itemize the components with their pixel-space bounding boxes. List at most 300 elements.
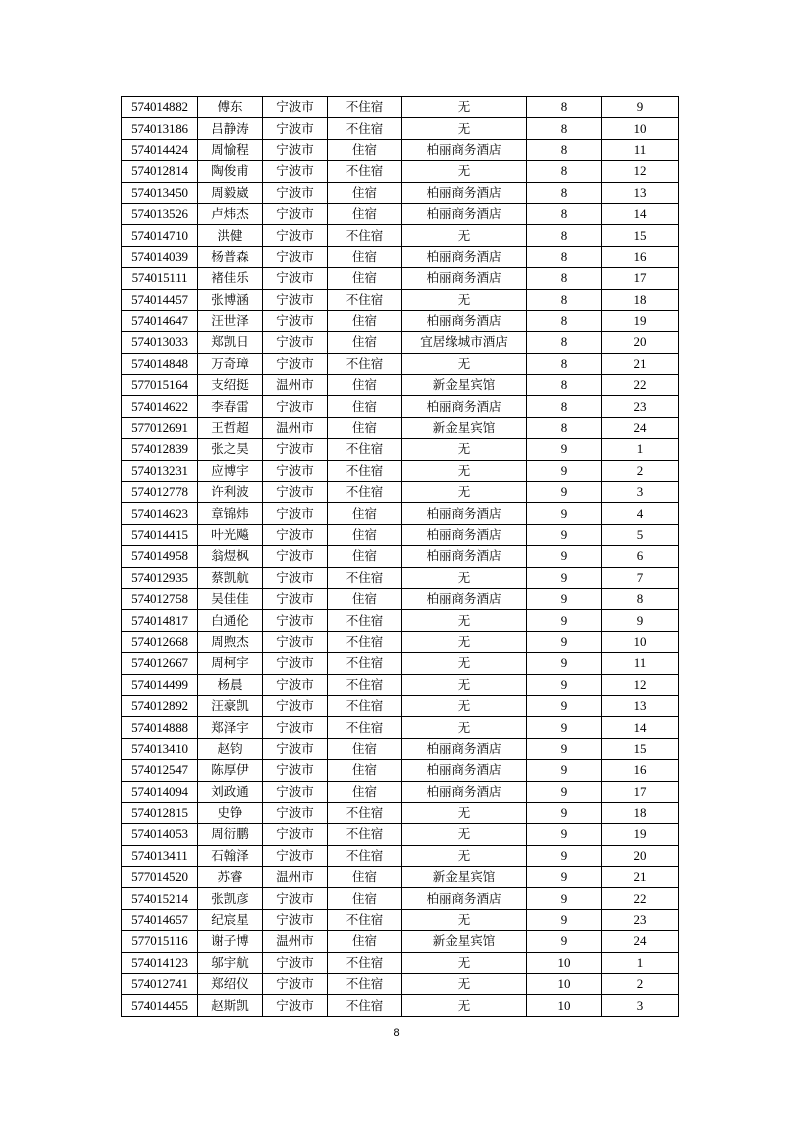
city-cell: 温州市 — [263, 867, 328, 888]
hotel-cell: 无 — [402, 845, 527, 866]
hotel-cell: 无 — [402, 567, 527, 588]
table-row — [122, 118, 679, 139]
hotel-cell: 新金星宾馆 — [402, 417, 527, 438]
group-cell: 9 — [527, 588, 602, 609]
city-cell: 宁波市 — [263, 824, 328, 845]
table-row — [122, 867, 679, 888]
group-cell: 8 — [527, 97, 602, 118]
city-cell: 宁波市 — [263, 268, 328, 289]
exam-id-cell: 574012741 — [122, 974, 198, 995]
group-cell: 8 — [527, 139, 602, 160]
hotel-cell: 无 — [402, 802, 527, 823]
city-cell: 宁波市 — [263, 674, 328, 695]
seat-cell: 7 — [602, 567, 679, 588]
city-cell: 宁波市 — [263, 396, 328, 417]
exam-id-cell: 574014622 — [122, 396, 198, 417]
lodging-cell: 住宿 — [328, 588, 402, 609]
name-cell: 赵斯凯 — [198, 995, 263, 1016]
exam-id-cell: 574014817 — [122, 610, 198, 631]
lodging-cell: 不住宿 — [328, 631, 402, 652]
exam-id-cell: 574015111 — [122, 268, 198, 289]
seat-cell: 9 — [602, 610, 679, 631]
hotel-cell: 无 — [402, 482, 527, 503]
hotel-cell: 无 — [402, 460, 527, 481]
seat-cell: 18 — [602, 802, 679, 823]
name-cell: 周煦杰 — [198, 631, 263, 652]
exam-id-cell: 574014888 — [122, 717, 198, 738]
name-cell: 汪世泽 — [198, 310, 263, 331]
exam-id-cell: 574014882 — [122, 97, 198, 118]
hotel-cell: 柏丽商务酒店 — [402, 203, 527, 224]
lodging-cell: 不住宿 — [328, 952, 402, 973]
table-row — [122, 161, 679, 182]
exam-id-cell: 574014647 — [122, 310, 198, 331]
exam-id-cell: 577015164 — [122, 375, 198, 396]
city-cell: 宁波市 — [263, 588, 328, 609]
seat-cell: 13 — [602, 695, 679, 716]
table-row — [122, 246, 679, 267]
hotel-cell: 柏丽商务酒店 — [402, 182, 527, 203]
name-cell: 纪宸星 — [198, 909, 263, 930]
name-cell: 王哲超 — [198, 417, 263, 438]
exam-id-cell: 574014455 — [122, 995, 198, 1016]
seat-cell: 11 — [602, 653, 679, 674]
name-cell: 陶俊甫 — [198, 161, 263, 182]
seat-cell: 8 — [602, 588, 679, 609]
seat-cell: 2 — [602, 974, 679, 995]
lodging-cell: 住宿 — [328, 546, 402, 567]
seat-cell: 13 — [602, 182, 679, 203]
group-cell: 9 — [527, 824, 602, 845]
group-cell: 9 — [527, 439, 602, 460]
seat-cell: 24 — [602, 931, 679, 952]
table-row — [122, 588, 679, 609]
table-row — [122, 631, 679, 652]
table-row — [122, 310, 679, 331]
table-row — [122, 888, 679, 909]
table-row — [122, 931, 679, 952]
name-cell: 吕静涛 — [198, 118, 263, 139]
hotel-cell: 无 — [402, 974, 527, 995]
city-cell: 宁波市 — [263, 203, 328, 224]
hotel-cell: 柏丽商务酒店 — [402, 268, 527, 289]
hotel-cell: 柏丽商务酒店 — [402, 888, 527, 909]
table-row — [122, 332, 679, 353]
hotel-cell: 柏丽商务酒店 — [402, 760, 527, 781]
group-cell: 10 — [527, 952, 602, 973]
seat-cell: 17 — [602, 268, 679, 289]
hotel-cell: 柏丽商务酒店 — [402, 246, 527, 267]
exam-id-cell: 574014657 — [122, 909, 198, 930]
seat-cell: 3 — [602, 995, 679, 1016]
name-cell: 周柯宇 — [198, 653, 263, 674]
hotel-cell: 柏丽商务酒店 — [402, 524, 527, 545]
lodging-cell: 不住宿 — [328, 460, 402, 481]
lodging-cell: 住宿 — [328, 203, 402, 224]
hotel-cell: 无 — [402, 289, 527, 310]
hotel-cell: 新金星宾馆 — [402, 375, 527, 396]
city-cell: 宁波市 — [263, 653, 328, 674]
seat-cell: 22 — [602, 375, 679, 396]
group-cell: 9 — [527, 631, 602, 652]
lodging-cell: 住宿 — [328, 396, 402, 417]
table-row — [122, 182, 679, 203]
hotel-cell: 无 — [402, 610, 527, 631]
table-row — [122, 524, 679, 545]
hotel-cell: 柏丽商务酒店 — [402, 588, 527, 609]
city-cell: 宁波市 — [263, 182, 328, 203]
table-row — [122, 845, 679, 866]
hotel-cell: 无 — [402, 439, 527, 460]
group-cell: 9 — [527, 909, 602, 930]
exam-id-cell: 574014053 — [122, 824, 198, 845]
exam-id-cell: 574014623 — [122, 503, 198, 524]
seat-cell: 16 — [602, 246, 679, 267]
seat-cell: 1 — [602, 952, 679, 973]
seat-cell: 21 — [602, 353, 679, 374]
group-cell: 8 — [527, 118, 602, 139]
name-cell: 张之昊 — [198, 439, 263, 460]
group-cell: 8 — [527, 161, 602, 182]
exam-id-cell: 574015214 — [122, 888, 198, 909]
city-cell: 宁波市 — [263, 97, 328, 118]
lodging-cell: 不住宿 — [328, 225, 402, 246]
lodging-cell: 住宿 — [328, 268, 402, 289]
name-cell: 杨晨 — [198, 674, 263, 695]
city-cell: 宁波市 — [263, 845, 328, 866]
group-cell: 9 — [527, 717, 602, 738]
exam-id-cell: 574014424 — [122, 139, 198, 160]
group-cell: 8 — [527, 268, 602, 289]
city-cell: 宁波市 — [263, 888, 328, 909]
seat-cell: 21 — [602, 867, 679, 888]
group-cell: 9 — [527, 546, 602, 567]
lodging-cell: 不住宿 — [328, 567, 402, 588]
group-cell: 10 — [527, 995, 602, 1016]
hotel-cell: 无 — [402, 161, 527, 182]
lodging-cell: 不住宿 — [328, 439, 402, 460]
exam-id-cell: 574014415 — [122, 524, 198, 545]
name-cell: 张凯彦 — [198, 888, 263, 909]
group-cell: 9 — [527, 845, 602, 866]
city-cell: 宁波市 — [263, 802, 328, 823]
name-cell: 郑凯日 — [198, 332, 263, 353]
seat-cell: 17 — [602, 781, 679, 802]
city-cell: 宁波市 — [263, 289, 328, 310]
table-row — [122, 610, 679, 631]
table-row — [122, 375, 679, 396]
hotel-cell: 新金星宾馆 — [402, 867, 527, 888]
city-cell: 宁波市 — [263, 460, 328, 481]
name-cell: 陈厚伊 — [198, 760, 263, 781]
city-cell: 宁波市 — [263, 225, 328, 246]
seat-cell: 1 — [602, 439, 679, 460]
seat-cell: 23 — [602, 396, 679, 417]
lodging-cell: 不住宿 — [328, 802, 402, 823]
seat-cell: 24 — [602, 417, 679, 438]
hotel-cell: 无 — [402, 824, 527, 845]
table-row — [122, 460, 679, 481]
hotel-cell: 无 — [402, 225, 527, 246]
table-row — [122, 203, 679, 224]
table-row — [122, 439, 679, 460]
name-cell: 李春雷 — [198, 396, 263, 417]
table-row — [122, 760, 679, 781]
city-cell: 宁波市 — [263, 631, 328, 652]
group-cell: 10 — [527, 974, 602, 995]
lodging-cell: 不住宿 — [328, 610, 402, 631]
group-cell: 9 — [527, 695, 602, 716]
table-row — [122, 353, 679, 374]
lodging-cell: 住宿 — [328, 781, 402, 802]
seat-cell: 20 — [602, 845, 679, 866]
exam-id-cell: 574012814 — [122, 161, 198, 182]
lodging-cell: 住宿 — [328, 375, 402, 396]
city-cell: 温州市 — [263, 375, 328, 396]
exam-id-cell: 574012892 — [122, 695, 198, 716]
lodging-cell: 住宿 — [328, 332, 402, 353]
city-cell: 宁波市 — [263, 246, 328, 267]
exam-id-cell: 574013033 — [122, 332, 198, 353]
city-cell: 宁波市 — [263, 781, 328, 802]
seat-cell: 15 — [602, 738, 679, 759]
table-row — [122, 139, 679, 160]
city-cell: 宁波市 — [263, 310, 328, 331]
seat-cell: 10 — [602, 118, 679, 139]
lodging-cell: 住宿 — [328, 310, 402, 331]
exam-id-cell: 574013411 — [122, 845, 198, 866]
group-cell: 9 — [527, 503, 602, 524]
table-row — [122, 781, 679, 802]
exam-id-cell: 574012667 — [122, 653, 198, 674]
table-row — [122, 824, 679, 845]
exam-id-cell: 574012815 — [122, 802, 198, 823]
seat-cell: 12 — [602, 674, 679, 695]
seat-cell: 22 — [602, 888, 679, 909]
city-cell: 宁波市 — [263, 974, 328, 995]
name-cell: 汪豪凯 — [198, 695, 263, 716]
exam-id-cell: 574012758 — [122, 588, 198, 609]
group-cell: 8 — [527, 353, 602, 374]
name-cell: 苏睿 — [198, 867, 263, 888]
hotel-cell: 柏丽商务酒店 — [402, 396, 527, 417]
table-row — [122, 482, 679, 503]
lodging-cell: 不住宿 — [328, 482, 402, 503]
lodging-cell: 不住宿 — [328, 995, 402, 1016]
group-cell: 8 — [527, 203, 602, 224]
name-cell: 周愉程 — [198, 139, 263, 160]
name-cell: 郑绍仪 — [198, 974, 263, 995]
name-cell: 石翰泽 — [198, 845, 263, 866]
exam-id-cell: 574013450 — [122, 182, 198, 203]
group-cell: 8 — [527, 289, 602, 310]
page-number: 8 — [393, 1027, 400, 1039]
seat-cell: 4 — [602, 503, 679, 524]
lodging-cell: 住宿 — [328, 888, 402, 909]
hotel-cell: 无 — [402, 631, 527, 652]
table-row — [122, 567, 679, 588]
table-row — [122, 909, 679, 930]
seat-cell: 23 — [602, 909, 679, 930]
group-cell: 9 — [527, 760, 602, 781]
group-cell: 9 — [527, 524, 602, 545]
group-cell: 8 — [527, 310, 602, 331]
lodging-cell: 不住宿 — [328, 97, 402, 118]
seat-cell: 15 — [602, 225, 679, 246]
name-cell: 郑泽宇 — [198, 717, 263, 738]
seat-cell: 2 — [602, 460, 679, 481]
exam-id-cell: 574014499 — [122, 674, 198, 695]
seat-cell: 5 — [602, 524, 679, 545]
name-cell: 傅东 — [198, 97, 263, 118]
seat-cell: 10 — [602, 631, 679, 652]
name-cell: 周毅崴 — [198, 182, 263, 203]
lodging-cell: 住宿 — [328, 867, 402, 888]
name-cell: 叶光飚 — [198, 524, 263, 545]
exam-id-cell: 574012547 — [122, 760, 198, 781]
exam-id-cell: 577012691 — [122, 417, 198, 438]
name-cell: 刘政通 — [198, 781, 263, 802]
exam-id-cell: 574014457 — [122, 289, 198, 310]
hotel-cell: 柏丽商务酒店 — [402, 310, 527, 331]
name-cell: 杨普森 — [198, 246, 263, 267]
table-row — [122, 503, 679, 524]
hotel-cell: 柏丽商务酒店 — [402, 503, 527, 524]
hotel-cell: 无 — [402, 353, 527, 374]
table-row — [122, 268, 679, 289]
table-row — [122, 225, 679, 246]
seat-cell: 14 — [602, 717, 679, 738]
exam-id-cell: 574014094 — [122, 781, 198, 802]
hotel-cell: 宜居缘城市酒店 — [402, 332, 527, 353]
group-cell: 9 — [527, 931, 602, 952]
hotel-cell: 无 — [402, 653, 527, 674]
group-cell: 8 — [527, 246, 602, 267]
name-cell: 张博涵 — [198, 289, 263, 310]
name-cell: 谢子博 — [198, 931, 263, 952]
name-cell: 赵钧 — [198, 738, 263, 759]
city-cell: 宁波市 — [263, 482, 328, 503]
hotel-cell: 无 — [402, 97, 527, 118]
exam-id-cell: 574014039 — [122, 246, 198, 267]
lodging-cell: 住宿 — [328, 417, 402, 438]
seat-cell: 11 — [602, 139, 679, 160]
exam-id-cell: 574012668 — [122, 631, 198, 652]
group-cell: 8 — [527, 182, 602, 203]
name-cell: 蔡凯航 — [198, 567, 263, 588]
hotel-cell: 无 — [402, 995, 527, 1016]
seat-cell: 3 — [602, 482, 679, 503]
group-cell: 9 — [527, 610, 602, 631]
city-cell: 宁波市 — [263, 503, 328, 524]
city-cell: 宁波市 — [263, 760, 328, 781]
lodging-cell: 不住宿 — [328, 824, 402, 845]
city-cell: 宁波市 — [263, 952, 328, 973]
seat-cell: 19 — [602, 310, 679, 331]
exam-id-cell: 574014848 — [122, 353, 198, 374]
group-cell: 9 — [527, 867, 602, 888]
group-cell: 8 — [527, 375, 602, 396]
name-cell: 支绍挺 — [198, 375, 263, 396]
exam-id-cell: 574013186 — [122, 118, 198, 139]
table-row — [122, 653, 679, 674]
lodging-cell: 不住宿 — [328, 353, 402, 374]
table-row — [122, 417, 679, 438]
lodging-cell: 住宿 — [328, 182, 402, 203]
exam-id-cell: 574012839 — [122, 439, 198, 460]
table-row — [122, 738, 679, 759]
hotel-cell: 无 — [402, 909, 527, 930]
name-cell: 史铮 — [198, 802, 263, 823]
city-cell: 温州市 — [263, 417, 328, 438]
hotel-cell: 柏丽商务酒店 — [402, 139, 527, 160]
city-cell: 温州市 — [263, 931, 328, 952]
city-cell: 宁波市 — [263, 546, 328, 567]
group-cell: 9 — [527, 781, 602, 802]
hotel-cell: 新金星宾馆 — [402, 931, 527, 952]
name-cell: 章锦炜 — [198, 503, 263, 524]
table-row — [122, 695, 679, 716]
seat-cell: 12 — [602, 161, 679, 182]
city-cell: 宁波市 — [263, 332, 328, 353]
exam-id-cell: 574013526 — [122, 203, 198, 224]
seat-cell: 18 — [602, 289, 679, 310]
city-cell: 宁波市 — [263, 567, 328, 588]
hotel-cell: 柏丽商务酒店 — [402, 738, 527, 759]
table-row — [122, 546, 679, 567]
name-cell: 应博宇 — [198, 460, 263, 481]
lodging-cell: 住宿 — [328, 760, 402, 781]
group-cell: 9 — [527, 460, 602, 481]
city-cell: 宁波市 — [263, 353, 328, 374]
lodging-cell: 住宿 — [328, 524, 402, 545]
group-cell: 9 — [527, 738, 602, 759]
city-cell: 宁波市 — [263, 439, 328, 460]
hotel-cell: 无 — [402, 674, 527, 695]
table-row — [122, 289, 679, 310]
lodging-cell: 不住宿 — [328, 653, 402, 674]
seat-cell: 16 — [602, 760, 679, 781]
group-cell: 9 — [527, 674, 602, 695]
lodging-cell: 不住宿 — [328, 161, 402, 182]
lodging-cell: 住宿 — [328, 246, 402, 267]
seat-cell: 6 — [602, 546, 679, 567]
exam-id-cell: 574012778 — [122, 482, 198, 503]
hotel-cell: 柏丽商务酒店 — [402, 781, 527, 802]
seat-cell: 19 — [602, 824, 679, 845]
city-cell: 宁波市 — [263, 695, 328, 716]
city-cell: 宁波市 — [263, 524, 328, 545]
name-cell: 白通伦 — [198, 610, 263, 631]
table-row — [122, 396, 679, 417]
table-row — [122, 674, 679, 695]
exam-id-cell: 574014710 — [122, 225, 198, 246]
lodging-cell: 不住宿 — [328, 909, 402, 930]
lodging-cell: 不住宿 — [328, 695, 402, 716]
lodging-cell: 不住宿 — [328, 717, 402, 738]
group-cell: 9 — [527, 482, 602, 503]
exam-id-cell: 574014123 — [122, 952, 198, 973]
name-cell: 邬宇航 — [198, 952, 263, 973]
lodging-cell: 不住宿 — [328, 845, 402, 866]
city-cell: 宁波市 — [263, 610, 328, 631]
name-cell: 翁煜枫 — [198, 546, 263, 567]
table-row — [122, 974, 679, 995]
lodging-cell: 不住宿 — [328, 289, 402, 310]
seat-cell: 20 — [602, 332, 679, 353]
city-cell: 宁波市 — [263, 139, 328, 160]
city-cell: 宁波市 — [263, 909, 328, 930]
